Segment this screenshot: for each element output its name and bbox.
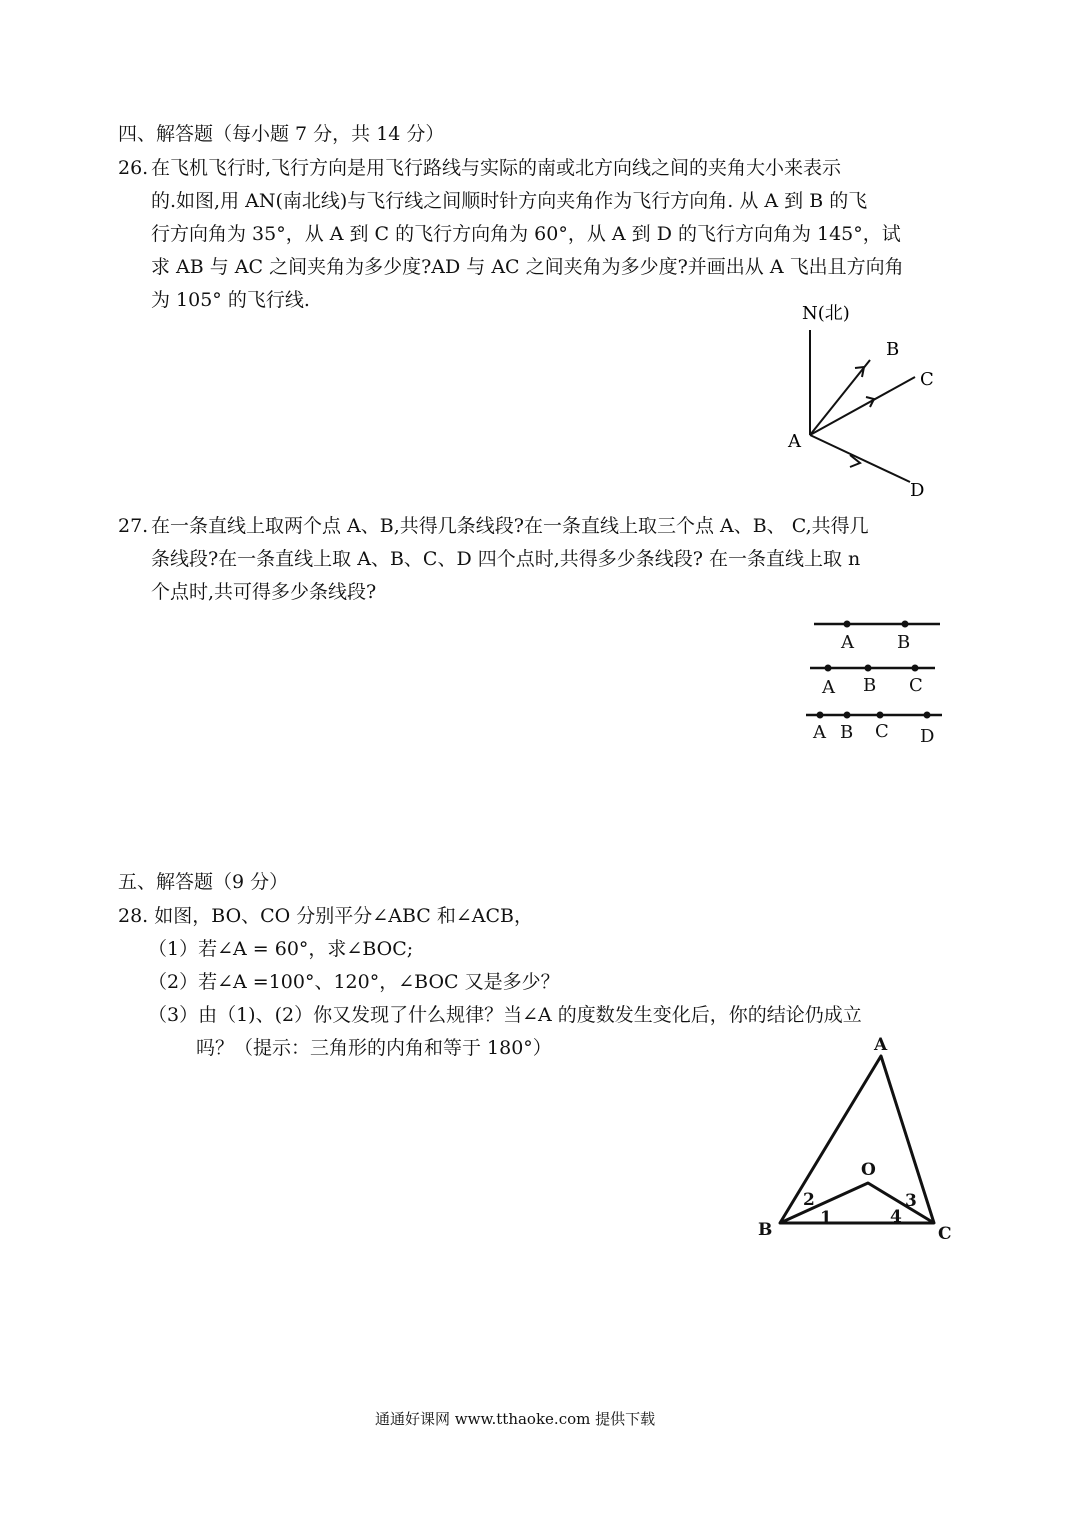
q26-line-2: 的.如图,用 AN(南北线)与飞行线之间顺时针方向夹角作为飞行方向角. 从 A 到 B 的飞	[151, 190, 868, 212]
footer-text: 通通好课网 www.tthaoke.com 提供下载	[375, 1410, 656, 1428]
label-north: N(北)	[802, 303, 850, 324]
label-angle-3: 3	[905, 1191, 917, 1211]
q26-line-4: 求 AB 与 AC 之间夹角为多少度?AD 与 AC 之间夹角为多少度?并画出从 A 飞出且方向角	[151, 256, 904, 278]
section-4-heading: 四、解答题（每小题 7 分，共 14 分）	[118, 123, 445, 145]
ray-ab	[810, 360, 870, 435]
point-c-row3	[877, 712, 884, 719]
label-point-o: O	[861, 1160, 876, 1180]
point-d-row3	[924, 712, 931, 719]
label-vertex-b: B	[758, 1220, 773, 1240]
label-a-row2: A	[822, 677, 835, 698]
point-b-row3	[844, 712, 851, 719]
q26-number: 26.	[118, 157, 149, 179]
label-a-row1: A	[841, 632, 854, 653]
label-angle-1: 1	[820, 1208, 832, 1228]
label-b-row1: B	[897, 632, 911, 653]
q26-line-3: 行方向角为 35°，从 A 到 C 的飞行方向角为 60°，从 A 到 D 的飞行方向角为 145°，试	[151, 223, 901, 245]
label-angle-2: 2	[803, 1190, 815, 1210]
label-d: D	[910, 480, 925, 501]
q26-direction-figure	[770, 295, 960, 505]
label-c-row2: C	[909, 675, 923, 696]
label-b: B	[886, 339, 900, 360]
label-a: A	[788, 431, 801, 452]
q27-line-1: 在一条直线上取两个点 A、B,共得几条线段?在一条直线上取三个点 A、B、 C,共得几	[151, 515, 869, 537]
label-a-row3: A	[813, 722, 826, 743]
q27-number: 27.	[118, 515, 149, 537]
q28-sub-2: （2）若∠A =100°、120°，∠BOC 又是多少？	[148, 971, 560, 993]
q26-line-1: 在飞机飞行时,飞行方向是用飞行路线与实际的南或北方向线之间的夹角大小来表示	[151, 157, 842, 179]
q28-sub-1: （1）若∠A = 60°，求∠BOC;	[148, 938, 414, 960]
point-a-row2	[825, 665, 832, 672]
point-b-row1	[902, 621, 909, 628]
ray-ac	[810, 377, 915, 435]
label-b-row3: B	[840, 722, 854, 743]
q28-line-1: 28. 如图，BO、CO 分别平分∠ABC 和∠ACB，	[118, 905, 533, 927]
point-c-row2	[912, 665, 919, 672]
ray-ad	[810, 435, 910, 482]
label-c-row3: C	[875, 721, 889, 742]
point-a-row3	[817, 712, 824, 719]
q28-sub-3-line-2: 吗？（提示：三角形的内角和等于 180°）	[196, 1037, 552, 1059]
label-vertex-a: A	[874, 1035, 888, 1055]
label-c: C	[920, 369, 934, 390]
q28-triangle-figure	[750, 1030, 965, 1245]
q27-line-3: 个点时,共可得多少条线段?	[151, 581, 377, 603]
point-b-row2	[865, 665, 872, 672]
label-vertex-c: C	[938, 1224, 952, 1244]
label-d-row3: D	[920, 726, 935, 747]
q28-sub-3-line-1: （3）由（1)、(2）你又发现了什么规律？当∠A 的度数发生变化后，你的结论仍成立	[148, 1004, 862, 1026]
label-b-row2: B	[863, 675, 877, 696]
section-5-heading: 五、解答题（9 分）	[118, 871, 289, 893]
q27-line-2: 条线段?在一条直线上取 A、B、C、D 四个点时,共得多少条线段? 在一条直线上取 n	[151, 548, 861, 570]
label-angle-4: 4	[890, 1207, 902, 1227]
q27-segments-figure	[800, 610, 950, 750]
q26-line-5: 为 105° 的飞行线.	[151, 289, 310, 311]
point-a-row1	[844, 621, 851, 628]
